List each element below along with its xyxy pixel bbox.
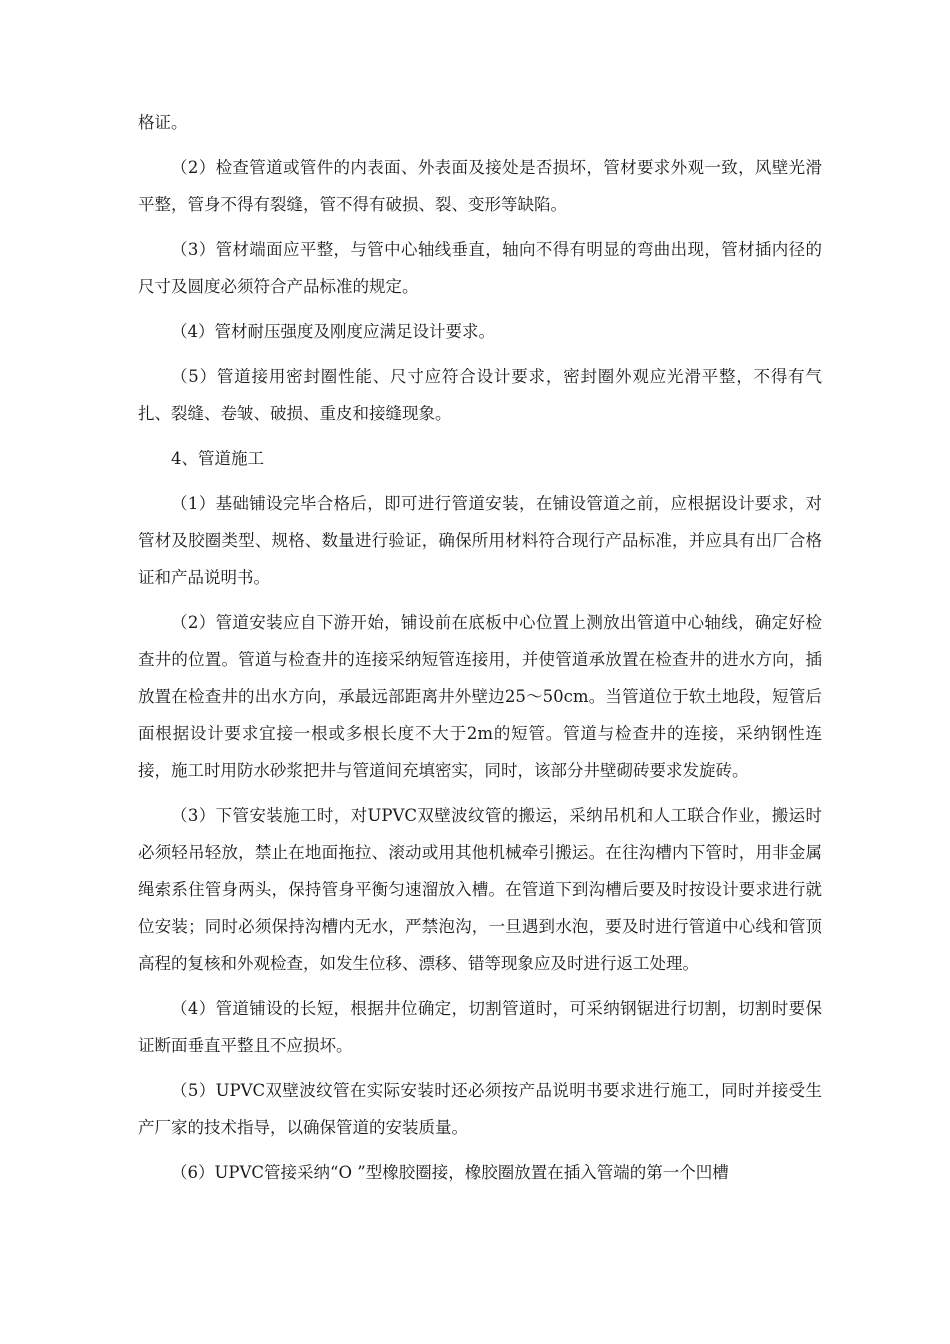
paragraph-inspection-4: （4）管材耐压强度及刚度应满足设计要求。	[171, 322, 495, 341]
paragraph-construction-1: （1）基础铺设完毕合格后，即可进行管道安装，在铺设管道之前，应根据设计要求，对管材及胶圈类型、规格、数量进行验证，确保所用材料符合现行产品标准，并应具有出厂合格证和产品说明书。	[138, 494, 822, 587]
paragraph-construction-3: （3）下管安装施工时，对UPVC双壁波纹管的搬运，采纳吊机和人工联合作业，搬运时必须轻吊轻放，禁止在地面拖拉、滚动或用其他机械牵引搬运。在往沟槽内下管时，用非金属绳索系住管身两头，保持管身平衡匀速溜放入槽。在管道下到沟槽后要及时按设计要求进行就位安装；同时必须保持沟槽内无水，严禁泡沟，一旦遇到水泡，要及时进行管道中心线和管顶高程的复核和外观检查，如发生位移、漂移、错等现象应及时进行返工处理。	[138, 806, 822, 973]
paragraph-construction-2: （2）管道安装应自下游开始，铺设前在底板中心位置上测放出管道中心轴线，确定好检查井的位置。管道与检查井的连接采纳短管连接用，并使管道承放置在检查井的进水方向，插放置在检查井的出水方向，承最远部距离井外壁边25〜50cm。当管道位于软土地段，短管后面根据设计要求宜接一根或多根长度不大于2m的短管。管道与检查井的连接，采纳钢性连接，施工时用防水砂浆把井与管道间充填密实，同时，该部分井壁砌砖要求发旋砖。	[138, 613, 822, 780]
paragraph-inspection-5: （5）管道接用密封圈性能、尺寸应符合设计要求，密封圈外观应光滑平整，不得有气扎、裂缝、卷皱、破损、重皮和接缝现象。	[138, 367, 822, 423]
paragraph-inspection-2: （2）检查管道或管件的内表面、外表面及接处是否损坏，管材要求外观一致，风壁光滑平整，管身不得有裂缝，管不得有破损、裂、变形等缺陷。	[138, 158, 822, 214]
section-heading-pipe-construction: 4、管道施工	[171, 449, 264, 468]
document-body	[138, 104, 822, 1199]
paragraph-inspection-3: （3）管材端面应平整，与管中心轴线垂直，轴向不得有明显的弯曲出现，管材插内径的尺寸及圆度必须符合产品标准的规定。	[138, 240, 822, 296]
paragraph-construction-4: （4）管道铺设的长短，根据井位确定，切割管道时，可采纳钢锯进行切割，切割时要保证断面垂直平整且不应损坏。	[138, 999, 822, 1055]
paragraph-construction-6: （6）UPVC管接采纳“O ”型橡胶圈接，橡胶圈放置在插入管端的第一个凹槽	[171, 1163, 729, 1182]
paragraph-construction-5: （5）UPVC双壁波纹管在实际安装时还必须按产品说明书要求进行施工，同时并接受生产厂家的技术指导，以确保管道的安装质量。	[138, 1081, 822, 1137]
paragraph-continuation: 格证。	[138, 113, 188, 132]
